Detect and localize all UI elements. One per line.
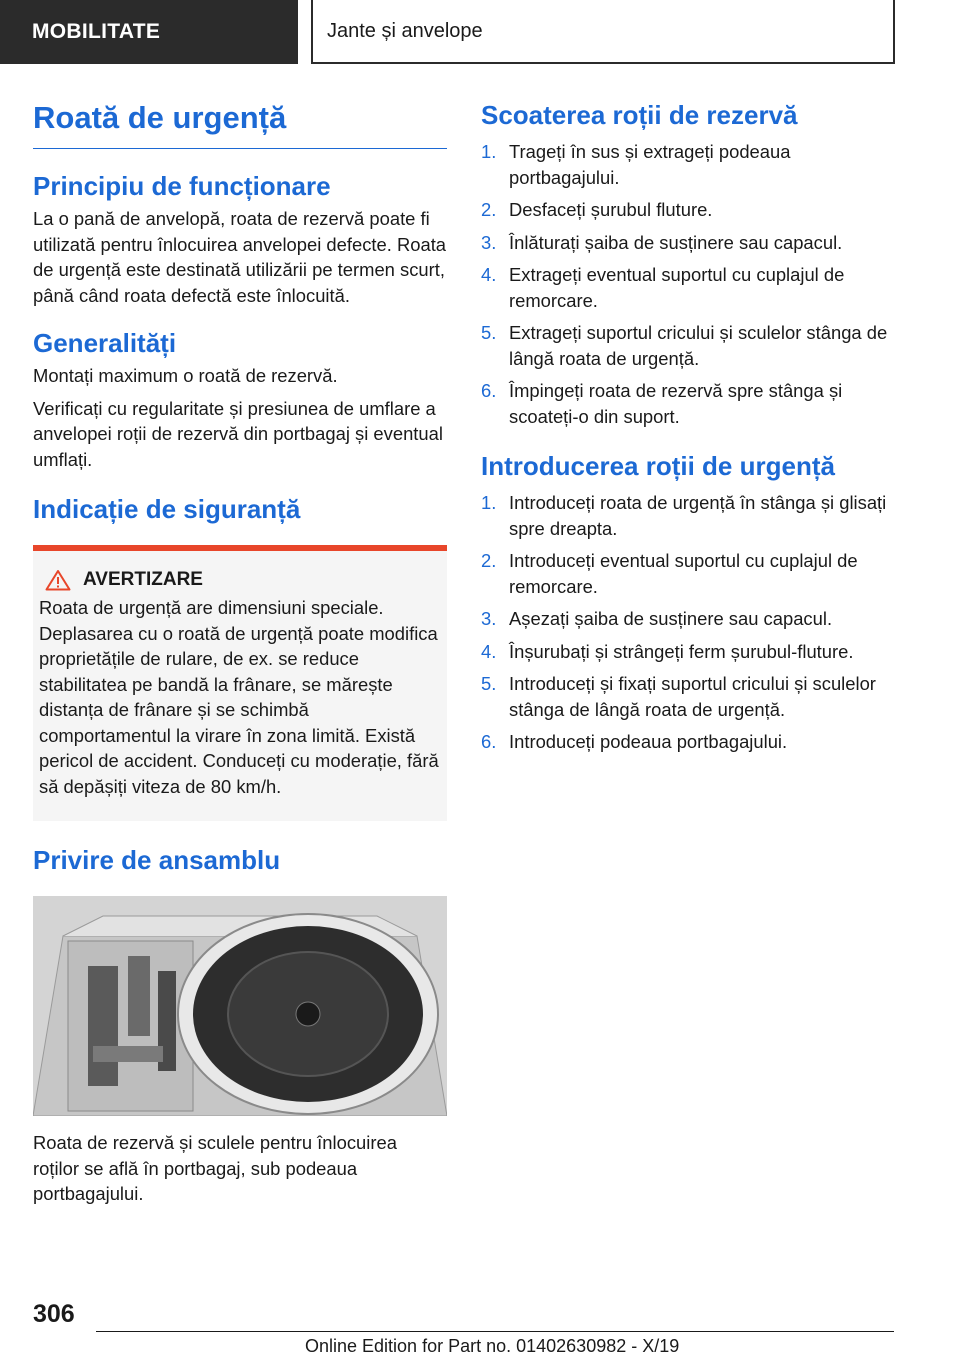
insert-steps-list	[481, 490, 901, 755]
list-item: 6. Împingeți roata de rezervă spre stânga și scoateți-o din suport.	[481, 380, 843, 427]
chapter-tab	[311, 0, 895, 64]
list-item: 3. Așezați șaiba de susținere sau capacul.	[481, 608, 833, 629]
list-item: 2. Introduceți eventual suportul cu cuplajul de remorcare.	[481, 550, 858, 597]
warning-triangle-icon	[45, 569, 71, 591]
list-item: 6. Introduceți podeaua portbagajului.	[481, 731, 788, 752]
heading-overview: Privire de ansamblu	[33, 845, 281, 875]
page-number: 306	[33, 1300, 75, 1328]
list-item: 5. Extrageți suportul cricului și sculelor stânga de lângă roata de urgență.	[481, 322, 888, 369]
section-tab	[0, 0, 298, 64]
footer-divider	[96, 1331, 894, 1332]
heading-remove: Scoaterea roții de rezervă	[481, 100, 798, 130]
right-column	[481, 100, 901, 755]
list-item: 5. Introduceți și fixați suportul cricului și sculelor stânga de lângă roata de urgență.	[481, 673, 876, 720]
list-item: 1. Introduceți roata de urgență în stânga și glisați spre dreapta.	[481, 492, 887, 539]
page-title: Roată de urgență	[33, 100, 447, 149]
heading-safety: Indicație de siguranță	[33, 494, 301, 524]
footer-edition: Online Edition for Part no. 01402630982 - X/19	[305, 1336, 680, 1356]
principle-text: La o pană de anvelopă, roata de rezervă poate fi utilizată pentru înlocuirea anvelopei defecte. Roata de urgență este destinată utilizării pe termen scurt, până când roata defectă este înlocuită.	[33, 208, 447, 306]
general-text-1: Montați maximum o roată de rezervă.	[33, 365, 338, 386]
warning-title: AVERTIZARE	[83, 569, 203, 590]
heading-general: Generalități	[33, 328, 177, 358]
warning-text: Roata de urgență are dimensiuni speciale. Deplasarea cu o roată de urgență poate modifica proprietățile de rulare, de ex. se reduce stabilitatea pe bandă la frânare, se mărește distanța de frânare și se schimbă comportamentul la virare în zona limită. Există pericol de accident. Conduceți cu moderație, fără să depășiți viteza de 80 km/h.	[39, 597, 439, 797]
overview-caption: Roata de rezervă și sculele pentru înlocuirea roților se află în portbagaj, sub podeaua portbagajului.	[33, 1132, 397, 1204]
list-item: 4. Extrageți eventual suportul cu cuplajul de remorcare.	[481, 264, 845, 311]
list-item: 3. Înlăturați șaiba de susținere sau capacul.	[481, 231, 843, 253]
list-item: 2. Desfaceți șurubul fluture.	[481, 199, 713, 220]
general-text-2: Verificați cu regularitate și presiunea de umflare a anvelopei roții de rezervă din portbagaj și eventual umflați.	[33, 397, 443, 470]
list-item: 4. Înșurubați și strângeți ferm șurubul-fluture.	[481, 640, 854, 662]
trunk-spare-wheel-image	[33, 896, 447, 1116]
chapter-title: Jante și anvelope	[327, 19, 483, 42]
remove-steps-list	[481, 139, 901, 429]
left-column	[33, 100, 447, 1207]
warning-header	[39, 569, 441, 591]
list-item: 1. Trageți în sus și extrageți podeaua portbagajului.	[481, 141, 791, 188]
warning-box	[33, 551, 447, 821]
section-title: MOBILITATE	[32, 20, 161, 43]
heading-insert: Introducerea roții de urgență	[481, 451, 835, 481]
heading-principle: Principiu de funcționare	[33, 171, 331, 201]
